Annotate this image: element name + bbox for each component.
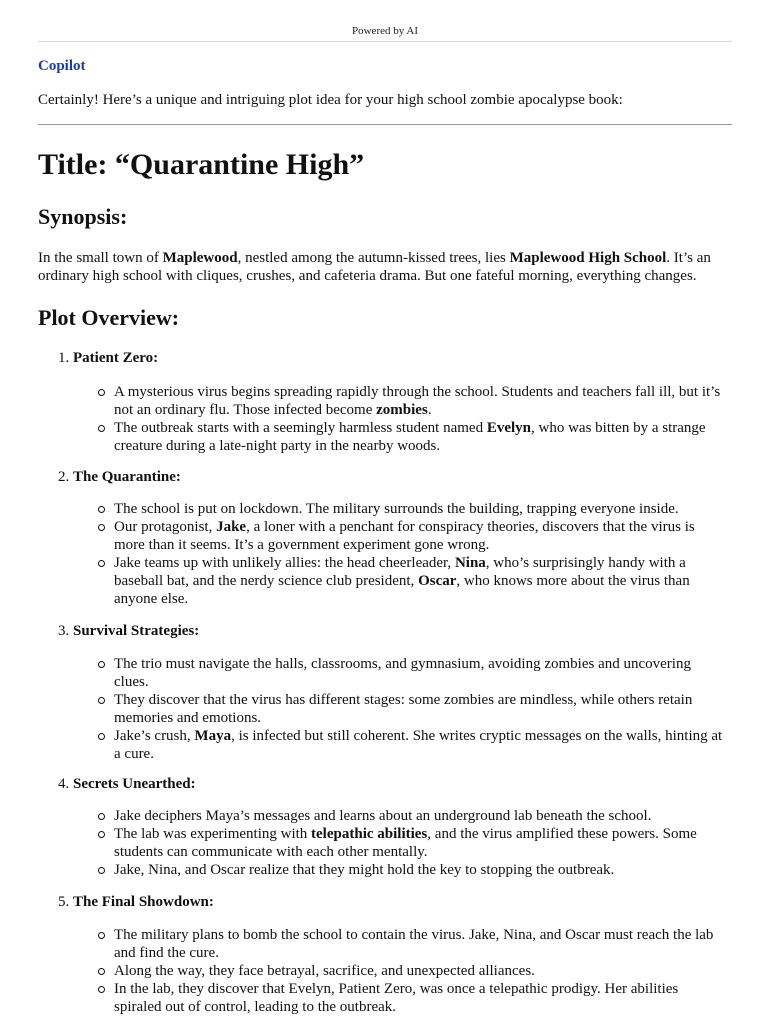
list-item: Jake’s crush, Maya, is infected but still coherent. She writes cryptic messages on the walls, hinting at a cure. [96,727,728,763]
bullet-icon [98,968,105,975]
bullet-icon [98,661,105,668]
section-divider [38,124,732,125]
list-item: The lab was experimenting with telepathic abilities, and the virus amplified these powers. Some students can communicate with each other mentally. [96,825,728,861]
powered-by-label: Powered by AI [352,25,418,37]
plot-overview-heading: Plot Overview: [38,305,180,330]
plot-step-2: 2. The Quarantine: [58,469,181,485]
plot-step-3: 3. Survival Strategies: [58,623,200,639]
plot-step-1-bullets [96,383,728,455]
synopsis-heading: Synopsis: [38,204,128,229]
synopsis-paragraph: In the small town of Maplewood, nestled among the autumn-kissed trees, lies Maplewood High School. It’s an ordinary high school with cliques, crushes, and cafeteria drama. But one fateful morning, everything changes. [38,250,711,284]
bullet-icon [98,932,105,939]
list-item: The school is put on lockdown. The military surrounds the building, trapping everyone inside. [96,500,728,518]
bullet-icon [98,560,105,567]
top-divider [38,41,732,42]
list-item: Jake deciphers Maya’s messages and learns about an underground lab beneath the school. [96,807,728,825]
plot-step-5-bullets [96,926,728,1016]
list-item: They discover that the virus has different stages: some zombies are mindless, while others retain memories and emotions. [96,691,728,727]
list-item: A mysterious virus begins spreading rapidly through the school. Students and teachers fall ill, but it’s not an ordinary flu. Those infected become zombies. [96,383,728,419]
intro-text: Certainly! Here’s a unique and intriguing plot idea for your high school zombie apocalypse book: [38,92,623,108]
list-item: Jake teams up with unlikely allies: the head cheerleader, Nina, who’s surprisingly handy with a baseball bat, and the nerdy science club president, Oscar, who knows more about the virus than anyone else. [96,554,728,608]
list-item: The outbreak starts with a seemingly harmless student named Evelyn, who was bitten by a strange creature during a late-night party in the nearby woods. [96,419,728,455]
list-item: The trio must navigate the halls, classrooms, and gymnasium, avoiding zombies and uncovering clues. [96,655,728,691]
plot-step-4-bullets [96,807,728,879]
plot-step-3-bullets [96,655,728,763]
bullet-icon [98,425,105,432]
bullet-icon [98,389,105,396]
list-item: The military plans to bomb the school to contain the virus. Jake, Nina, and Oscar must reach the lab and find the cure. [96,926,728,962]
list-item: Along the way, they face betrayal, sacrifice, and unexpected alliances. [96,962,728,980]
bullet-icon [98,524,105,531]
list-item: In the lab, they discover that Evelyn, Patient Zero, was once a telepathic prodigy. Her abilities spiraled out of control, leading to the outbreak. [96,980,728,1016]
bullet-icon [98,697,105,704]
list-item: Our protagonist, Jake, a loner with a penchant for conspiracy theories, discovers that the virus is more than it seems. It’s a government experiment gone wrong. [96,518,728,554]
plot-step-1: 1. Patient Zero: [58,350,159,366]
speaker-name: Copilot [38,58,86,74]
bullet-icon [98,733,105,740]
plot-step-5: 5. The Final Showdown: [58,894,214,910]
bullet-icon [98,831,105,838]
list-item: Jake, Nina, and Oscar realize that they might hold the key to stopping the outbreak. [96,861,728,879]
bullet-icon [98,867,105,874]
bullet-icon [98,506,105,513]
bullet-icon [98,813,105,820]
bullet-icon [98,986,105,993]
plot-step-2-bullets [96,500,728,608]
plot-step-4: 4. Secrets Unearthed: [58,776,196,792]
book-title: Title: “Quarantine High” [38,148,365,181]
